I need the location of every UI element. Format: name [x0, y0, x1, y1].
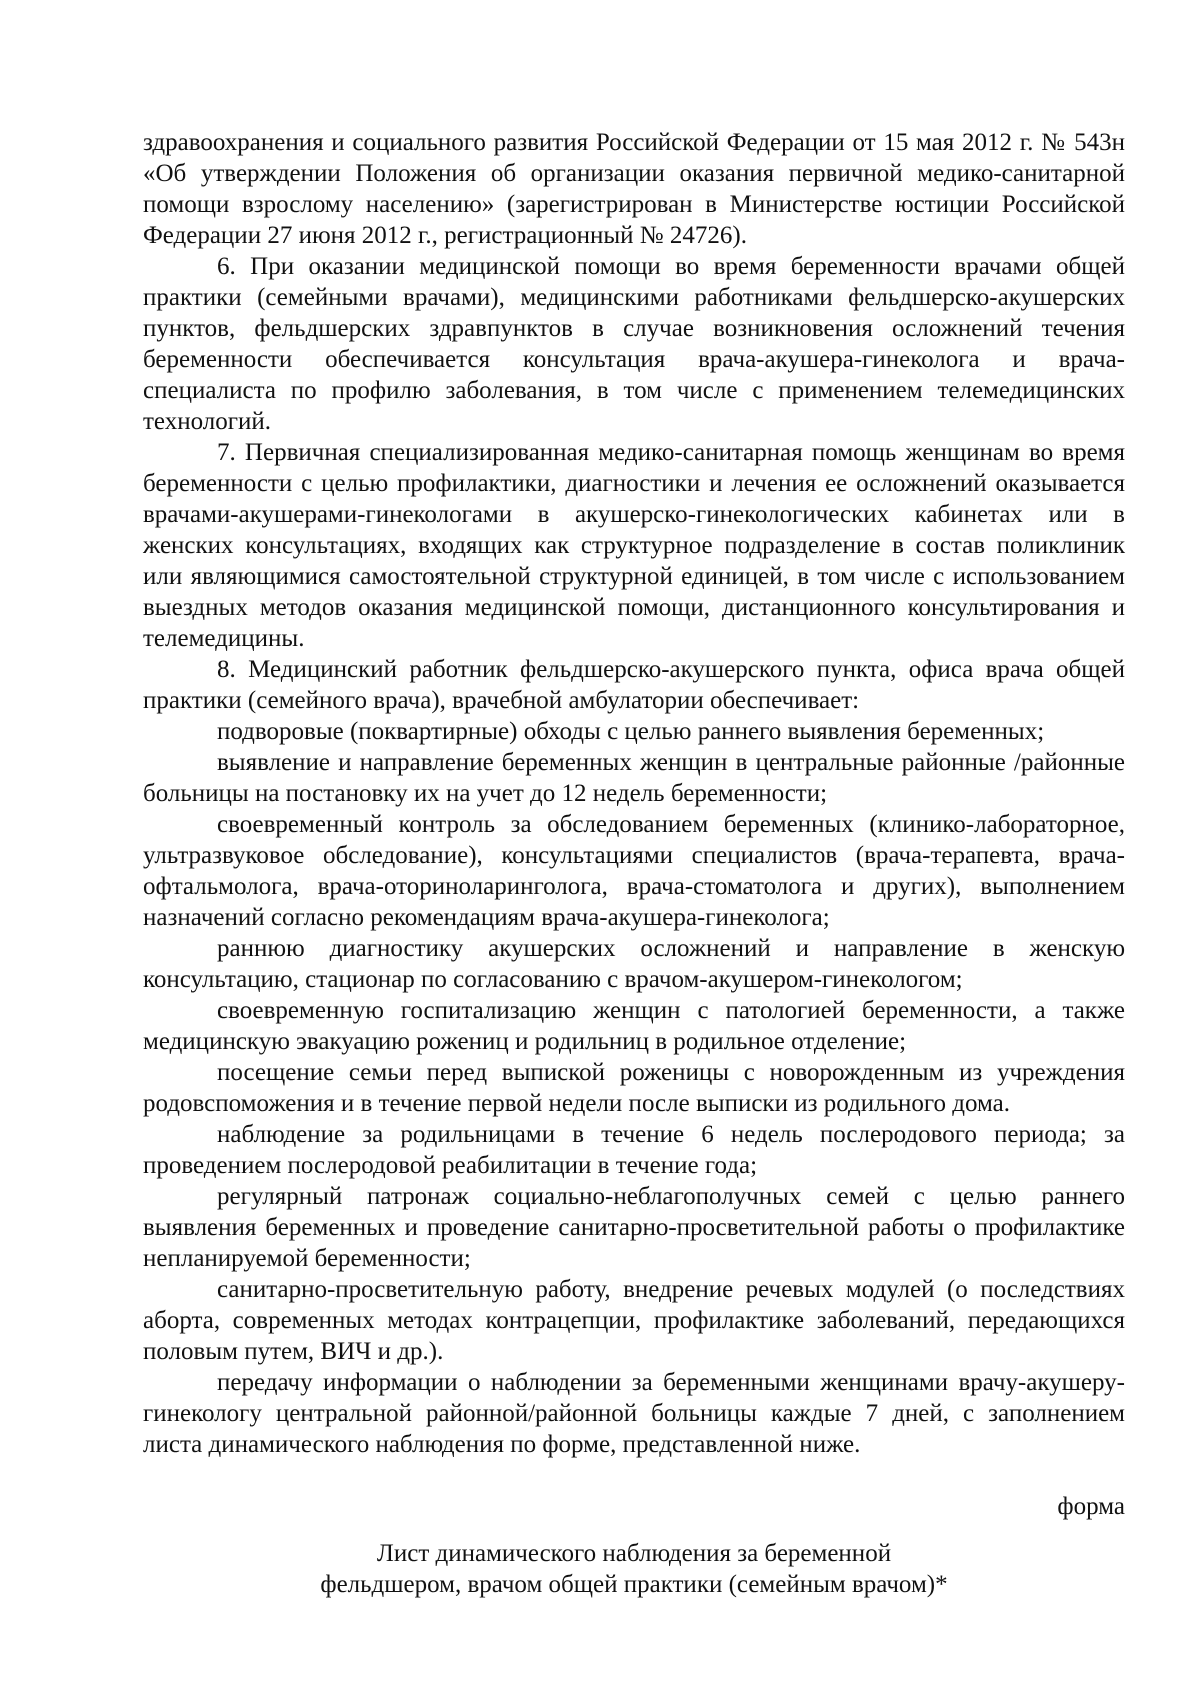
- form-title-line-1: Лист динамического наблюдения за беременной: [376, 1540, 892, 1567]
- form-label: форма: [1057, 1493, 1125, 1520]
- list-item: своевременный контроль за обследованием беременных (клинико-лабораторное, ультразвуковое обследование), консультациями специалистов (врача-терапевта, врача-офтальмолога, врача-оториноларинголога, врача-стоматолога и других), выполнением назначений согласно рекомендациям врача-акушера-гинеколога;: [143, 811, 1125, 931]
- list-item: передачу информации о наблюдении за беременными женщинами врачу-акушеру-гинекологу центральной районной/районной больницы каждые 7 дней, с заполнением листа динамического наблюдения по форме, представленной ниже.: [143, 1369, 1125, 1458]
- list-item: выявление и направление беременных женщин в центральные районные /районные больницы на постановку их на учет до 12 недель беременности;: [143, 749, 1125, 807]
- document-page: [143, 127, 1125, 1600]
- paragraph-intro: здравоохранения и социального развития Российской Федерации от 15 мая 2012 г. № 543н «Об утверждении Положения об организации оказания первичной медико-санитарной помощи взрослому населению» (зарегистрирован в Министерстве юстиции Российской Федерации 27 июня 2012 г., регистрационный № 24726).: [143, 129, 1125, 249]
- paragraph-7: 7. Первичная специализированная медико-санитарная помощь женщинам во время беременности с целью профилактики, диагностики и лечения ее осложнений оказывается врачами-акушерами-гинекологами в акушерско-гинекологических кабинетах или в женских консультациях, входящих как структурное подразделение в состав поликлиник или являющимися самостоятельной структурной единицей, в том числе с использованием выездных методов оказания медицинской помощи, дистанционного консультирования и телемедицины.: [143, 439, 1125, 652]
- list-item: своевременную госпитализацию женщин с патологией беременности, а также медицинскую эвакуацию рожениц и родильниц в родильное отделение;: [143, 997, 1125, 1055]
- paragraph-6: 6. При оказании медицинской помощи во время беременности врачами общей практики (семейными врачами), медицинскими работниками фельдшерско-акушерских пунктов, фельдшерских здравпунктов в случае возникновения осложнений течения беременности обеспечивается консультация врача-акушера-гинеколога и врача-специалиста по профилю заболевания, в том числе с применением телемедицинских технологий.: [143, 253, 1125, 435]
- list-item: раннюю диагностику акушерских осложнений и направление в женскую консультацию, стационар по согласованию с врачом-акушером-гинекологом;: [143, 935, 1125, 993]
- paragraph-8: 8. Медицинский работник фельдшерско-акушерского пункта, офиса врача общей практики (семейного врача), врачебной амбулатории обеспечивает:: [143, 656, 1125, 714]
- form-title-line-2: фельдшером, врачом общей практики (семейным врачом)*: [320, 1571, 948, 1598]
- list-item: посещение семьи перед выпиской роженицы с новорожденным из учреждения родовспоможения и в течение первой недели после выписки из родильного дома.: [143, 1059, 1125, 1117]
- list-item: подворовые (поквартирные) обходы с целью раннего выявления беременных;: [217, 718, 1045, 745]
- list-item: санитарно-просветительную работу, внедрение речевых модулей (о последствиях аборта, современных методах контрацепции, профилактике заболеваний, передающихся половым путем, ВИЧ и др.).: [143, 1276, 1125, 1365]
- list-item: регулярный патронаж социально-неблагополучных семей с целью раннего выявления беременных и проведение санитарно-просветительной работы о профилактике непланируемой беременности;: [143, 1183, 1125, 1272]
- list-item: наблюдение за родильницами в течение 6 недель послеродового периода; за проведением послеродовой реабилитации в течение года;: [143, 1121, 1125, 1179]
